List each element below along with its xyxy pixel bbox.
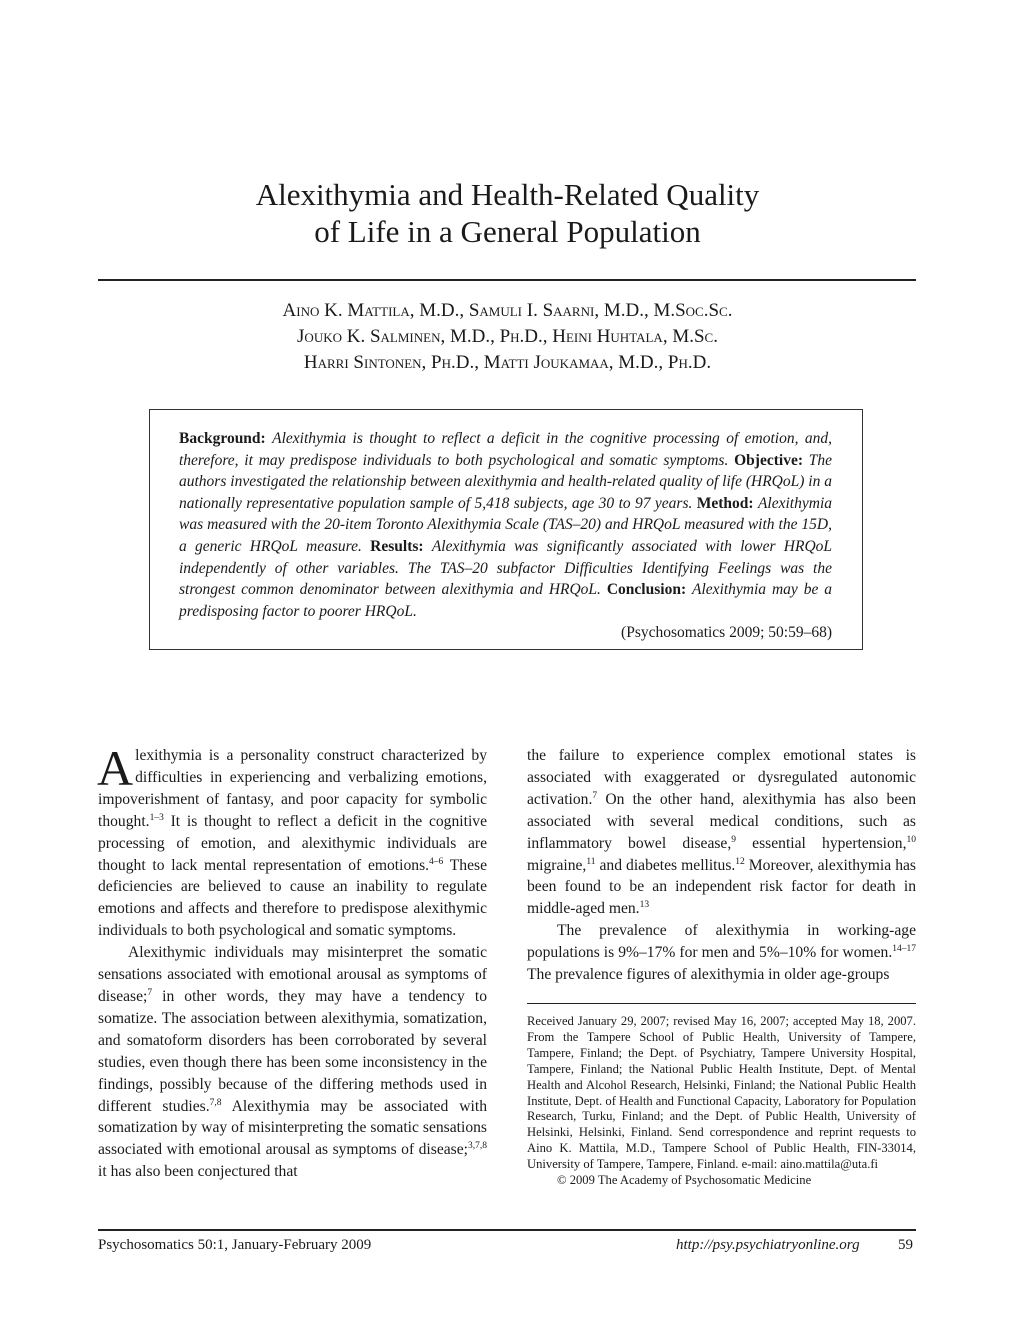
article-title-line-1: Alexithymia and Health-Related Quality xyxy=(255,177,760,212)
body-paragraph xyxy=(97,740,487,942)
reference-marker: 14–17 xyxy=(892,944,916,955)
results-label: Results: xyxy=(370,537,424,555)
reference-marker: 12 xyxy=(735,856,745,867)
body-text: On the other hand, alexithymia has also been associated with several medical conditions, such as inflammatory bowel disease, xyxy=(527,790,916,852)
article-title xyxy=(100,176,915,250)
footnote-divider xyxy=(527,1003,916,1004)
page-number: 59 xyxy=(898,1237,913,1253)
abstract-box xyxy=(149,409,863,650)
journal-url-link[interactable]: http://psy.psychiatryonline.org xyxy=(676,1237,860,1253)
background-text: Alexithymia is thought to reflect a deficit in the cognitive processing of emotion, and, therefore, it may predispose individuals to both psychological and somatic symptoms. xyxy=(179,430,832,469)
body-paragraph xyxy=(527,745,916,920)
abstract-text xyxy=(179,428,832,622)
journal-citation: Psychosomatics 50:1, January-February 2009 xyxy=(98,1237,372,1253)
body-text: Moreover, alexithymia has been found to be an independent risk factor for death in middle-aged men. xyxy=(527,856,916,918)
copyright-notice: © 2009 The Academy of Psychosomatic Medicine xyxy=(557,1173,812,1188)
footnote xyxy=(527,1014,916,1189)
body-text: it has also been conjectured that xyxy=(98,1163,298,1181)
body-text: It is thought to reflect a deficit in the cognitive processing of emotion, and alexithymic individuals are thought to lack mental representation of emotions. xyxy=(98,812,487,874)
results-text: Alexithymia was significantly associated with lower HRQoL independently of other variables. The TAS–20 subfactor Difficulties Identifying Feelings was the strongest common denominator between alexithymia and HRQoL. xyxy=(179,537,833,599)
body-text: and diabetes mellitus. xyxy=(595,856,736,874)
body-text: These deficiencies are believed to cause an inability to regulate emotions and affects and therefore to predispose alexithymic individuals to both psychological and somatic symptoms. xyxy=(98,856,487,940)
reference-marker: 7,8 xyxy=(209,1097,222,1108)
reference-marker: 7 xyxy=(592,790,598,801)
body-text: Alexithymic individuals may misinterpret the somatic sensations associated with emotional arousal as symptoms of disease; xyxy=(98,944,487,1005)
body-text: migraine, xyxy=(527,856,587,874)
body-column-right xyxy=(527,745,916,986)
footnote-text: Received January 29, 2007; revised May 16, 2007; accepted May 18, 2007. From the Tampere School of Public Health, University of Tampere, Tampere, Finland; the Dept. of Psychiatry, Tampere University Hospital, Tampere, Finland; the National Public Health Institute, Dept. of Mental Health and Alcohol Research, Helsinki, Finland; the National Public Health Institute, Dept. of Health and Functional Capacity, Laboratory for Population Research, Turku, Finland; and the Dept. of Public Health, University of Helsinki, Helsinki, Finland. Send correspondence and reprint requests to Aino K. Mattila, M.D., Tampere School of Public Health, FIN-33014, University of Tampere, Tampere, Finland. e-mail: aino.mattila@uta.fi xyxy=(527,1014,916,1172)
author-line-1: Aino K. Mattila, M.D., Samuli I. Saarni, M.D., M.Soc.Sc. xyxy=(282,300,733,321)
author-line-2: Jouko K. Salminen, M.D., Ph.D., Heini Huhtala, M.Sc. xyxy=(297,326,718,347)
conclusion-text: Alexithymia may be a predisposing factor to poorer HRQoL. xyxy=(179,581,833,620)
title-divider xyxy=(98,279,916,281)
author-list xyxy=(100,298,915,376)
drop-cap: A xyxy=(97,740,134,796)
objective-text: The authors investigated the relationship between alexithymia and health-related quality of life (HRQoL) in a nationally representative population sample of 5,418 subjects, age 30 to 97 years. xyxy=(179,451,833,512)
objective-label: Objective: xyxy=(734,451,803,469)
reference-marker: 9 xyxy=(731,834,736,845)
body-text: essential hypertension, xyxy=(736,834,907,852)
reference-marker: 1–3 xyxy=(149,812,164,823)
body-text: lexithymia is a personality construct characterized by difficulties in experiencing and verbalizing emotions, impoverishment of fantasy, and poor capacity for symbolic thought. xyxy=(98,747,487,830)
body-text: Alexithymia may be associated with somatization by way of misinterpreting the somatic sensations associated with emotional arousal as symptoms of disease; xyxy=(98,1097,487,1159)
reference-marker: 10 xyxy=(906,834,916,845)
footer-divider xyxy=(98,1229,916,1231)
body-text: The prevalence figures of alexithymia in older age-groups xyxy=(527,966,890,984)
conclusion-label: Conclusion: xyxy=(606,581,687,599)
reference-marker: 3,7,8 xyxy=(468,1141,487,1152)
reference-marker: 7 xyxy=(147,987,153,998)
reference-marker: 11 xyxy=(586,856,596,867)
abstract-citation: (Psychosomatics 2009; 50:59–68) xyxy=(621,624,832,642)
reference-marker: 13 xyxy=(639,900,650,911)
article-title-line-2: of Life in a General Population xyxy=(314,214,701,249)
body-text: in other words, they may have a tendency to somatize. The association between alexithymia, somatization, and somatoform disorders has been corroborated by several studies, even though there has been some inconsistency in the findings, possibly because of the differing methods used in different studies. xyxy=(98,987,487,1115)
body-paragraph xyxy=(98,942,487,1183)
method-label: Method: xyxy=(696,494,754,512)
reference-marker: 4–6 xyxy=(429,856,444,867)
method-text: Alexithymia was measured with the 20-item Toronto Alexithymia Scale (TAS–20) and HRQoL measured with the 15D, a generic HRQoL measure. xyxy=(179,494,832,555)
author-line-3: Harri Sintonen, Ph.D., Matti Joukamaa, M.D., Ph.D. xyxy=(303,352,712,373)
body-column-left xyxy=(97,740,487,1183)
body-text: the failure to experience complex emotional states is associated with exaggerated or dysregulated autonomic activation. xyxy=(527,747,916,808)
body-paragraph xyxy=(527,920,916,986)
body-text: The prevalence of alexithymia in working-age populations is 9%–17% for men and 5%–10% for women. xyxy=(527,922,916,962)
background-label: Background: xyxy=(179,430,266,447)
